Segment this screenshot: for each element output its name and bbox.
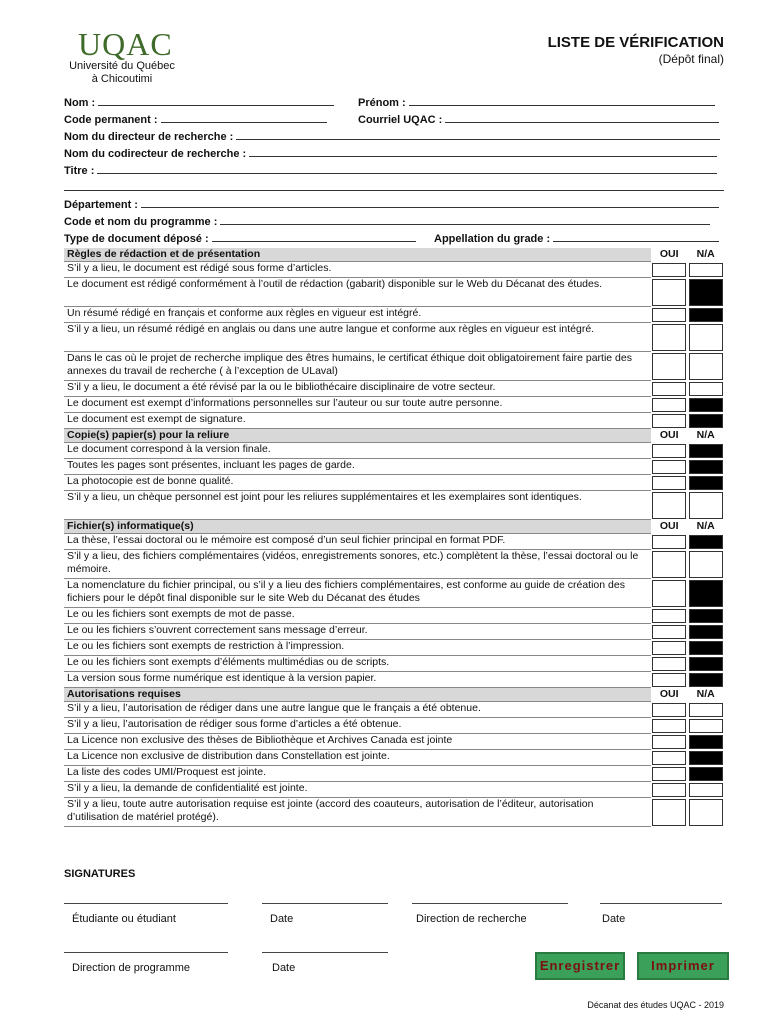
na-cell[interactable] [687, 608, 724, 624]
codirecteur-input-line[interactable] [249, 146, 717, 157]
date1-label: Date [270, 913, 294, 925]
oui-cell[interactable] [651, 491, 688, 520]
checklist-row [64, 475, 724, 491]
oui-checkbox[interactable] [652, 673, 686, 687]
titre-input-line[interactable] [97, 163, 717, 174]
na-cell[interactable] [687, 624, 724, 640]
signature-line-direction-recherche[interactable] [412, 903, 568, 904]
checklist-row [64, 352, 724, 381]
oui-checkbox[interactable] [652, 414, 686, 428]
nom-label: Nom : [64, 97, 96, 109]
checklist-row [64, 413, 724, 429]
checklist-item-text: Le document correspond à la version finale. [64, 443, 651, 459]
checklist-table [64, 248, 724, 827]
departement-field[interactable] [64, 197, 719, 211]
checklist-row [64, 491, 724, 520]
na-checkbox[interactable] [689, 783, 723, 797]
na-checkbox[interactable] [689, 799, 723, 826]
na-checkbox[interactable] [689, 324, 723, 351]
oui-checkbox[interactable] [652, 641, 686, 655]
oui-checkbox[interactable] [652, 398, 686, 412]
oui-checkbox[interactable] [652, 353, 686, 380]
oui-checkbox[interactable] [652, 657, 686, 671]
checklist-item-text: Le ou les fichiers sont exempts d’éléments multimédias ou de scripts. [64, 656, 651, 672]
checklist-row [64, 766, 724, 782]
oui-checkbox[interactable] [652, 492, 686, 519]
oui-cell[interactable] [651, 750, 688, 766]
section-title: Règles de rédaction et de présentation [64, 248, 651, 262]
na-checkbox [689, 735, 723, 749]
oui-checkbox[interactable] [652, 609, 686, 623]
na-cell[interactable] [687, 579, 724, 608]
na-cell[interactable] [687, 443, 724, 459]
oui-cell[interactable] [651, 718, 688, 734]
oui-cell[interactable] [651, 579, 688, 608]
programme-label: Code et nom du programme : [64, 216, 218, 228]
na-cell[interactable] [687, 278, 724, 307]
checklist-row [64, 443, 724, 459]
na-cell[interactable] [687, 702, 724, 718]
checklist-section-row [64, 688, 724, 702]
oui-header: OUI [659, 428, 679, 441]
na-cell[interactable] [687, 381, 724, 397]
na-cell[interactable] [687, 718, 724, 734]
checklist-row [64, 782, 724, 798]
oui-checkbox[interactable] [652, 279, 686, 306]
na-checkbox[interactable] [689, 353, 723, 380]
footer-text: Décanat des études UQAC - 2019 [587, 1000, 724, 1010]
na-header: N/A [696, 428, 715, 441]
oui-cell[interactable] [651, 381, 688, 397]
na-cell[interactable] [687, 534, 724, 550]
na-checkbox [689, 751, 723, 765]
na-checkbox [689, 476, 723, 490]
na-cell[interactable] [687, 550, 724, 579]
checklist-item-text: S’il y a lieu, l’autorisation de rédiger sous forme d’articles a été obtenue. [64, 718, 651, 734]
prenom-field[interactable] [358, 95, 715, 109]
type-doc-label: Type de document déposé : [64, 233, 209, 245]
page-title: LISTE DE VÉRIFICATION [547, 34, 724, 51]
directeur-input-line[interactable] [236, 129, 720, 140]
na-checkbox[interactable] [689, 551, 723, 578]
oui-cell[interactable] [651, 782, 688, 798]
programme-field[interactable] [64, 214, 710, 228]
oui-checkbox[interactable] [652, 308, 686, 322]
date3-label: Date [272, 962, 296, 974]
checklist-section-row [64, 248, 724, 262]
na-checkbox [689, 308, 723, 322]
na-cell[interactable] [687, 656, 724, 672]
checklist-item-text: La nomenclature du fichier principal, ou s’il y a lieu des fichiers complémentaires, est conforme au guide de création des fichiers pour le dépôt final disponible sur le site Web du Décanat des études [64, 579, 651, 608]
oui-cell[interactable] [651, 702, 688, 718]
na-checkbox[interactable] [689, 703, 723, 717]
oui-cell[interactable] [651, 656, 688, 672]
oui-cell[interactable] [651, 766, 688, 782]
checklist-item-text: Un résumé rédigé en français et conforme aux règles en vigueur est intégré. [64, 307, 651, 323]
oui-checkbox[interactable] [652, 382, 686, 396]
na-cell[interactable] [687, 459, 724, 475]
na-cell[interactable] [687, 798, 724, 827]
na-checkbox[interactable] [689, 719, 723, 733]
print-button[interactable]: Imprimer [637, 952, 729, 980]
na-cell[interactable] [687, 307, 724, 323]
checklist-item-text: Toutes les pages sont présentes, incluant les pages de garde. [64, 459, 651, 475]
university-name [62, 60, 182, 86]
na-cell[interactable] [687, 397, 724, 413]
oui-cell[interactable] [651, 352, 688, 381]
oui-cell[interactable] [651, 672, 688, 688]
checklist-row [64, 702, 724, 718]
checklist-item-text: La liste des codes UMI/Proquest est jointe. [64, 766, 651, 782]
checklist-item-text: Le ou les fichiers s’ouvrent correctement sans message d’erreur. [64, 624, 651, 640]
na-cell[interactable] [687, 672, 724, 688]
checklist-row [64, 624, 724, 640]
checklist-item-text: Dans le cas où le projet de recherche implique des êtres humains, le certificat éthique doit obligatoirement faire partie des annexes du travail de recherche ( à l’exception de ULaval) [64, 352, 651, 381]
section-title: Autorisations requises [64, 688, 651, 702]
na-checkbox[interactable] [689, 492, 723, 519]
checklist-item-text: La thèse, l’essai doctoral ou le mémoire est composé d’un seul fichier principal en format PDF. [64, 534, 651, 550]
type-doc-input-line[interactable] [212, 231, 416, 242]
oui-checkbox[interactable] [652, 703, 686, 717]
na-checkbox [689, 767, 723, 781]
titre-label: Titre : [64, 165, 95, 177]
oui-header: OUI [659, 519, 679, 532]
section-title: Copie(s) papier(s) pour la reliure [64, 429, 651, 443]
oui-header: OUI [659, 248, 679, 260]
na-cell[interactable] [687, 352, 724, 381]
type-doc-field[interactable] [64, 231, 416, 245]
checklist-item-text: S’il y a lieu, un chèque personnel est joint pour les reliures supplémentaires et les exemplaires sont identiques. [64, 491, 651, 520]
checklist-row [64, 734, 724, 750]
checklist-row [64, 323, 724, 352]
directeur-field[interactable] [64, 129, 720, 143]
na-checkbox [689, 279, 723, 306]
page-subtitle: (Dépôt final) [658, 52, 724, 66]
checklist-section-row [64, 429, 724, 443]
checklist-row [64, 278, 724, 307]
na-checkbox[interactable] [689, 263, 723, 277]
checklist-row [64, 381, 724, 397]
oui-checkbox[interactable] [652, 324, 686, 351]
prenom-input-line[interactable] [409, 95, 715, 106]
na-header: N/A [696, 687, 715, 700]
oui-checkbox[interactable] [652, 625, 686, 639]
directeur-label: Nom du directeur de recherche : [64, 131, 234, 143]
oui-cell[interactable] [651, 278, 688, 307]
na-checkbox [689, 673, 723, 687]
checklist-item-text: La Licence non exclusive des thèses de Bibliothèque et Archives Canada est jointe [64, 734, 651, 750]
na-cell[interactable] [687, 750, 724, 766]
departement-label: Département : [64, 199, 138, 211]
na-checkbox [689, 444, 723, 458]
oui-checkbox[interactable] [652, 460, 686, 474]
checklist-item-text: S’il y a lieu, le document est rédigé sous forme d’articles. [64, 262, 651, 278]
prenom-label: Prénom : [358, 97, 406, 109]
checklist-item-text: Le document est exempt d’informations personnelles sur l’auteur ou sur toute autre personne. [64, 397, 651, 413]
na-header: N/A [696, 248, 715, 260]
checklist-item-text: Le ou les fichiers sont exempts de mot de passe. [64, 608, 651, 624]
courriel-field[interactable] [358, 112, 719, 126]
checklist-row [64, 672, 724, 688]
oui-checkbox[interactable] [652, 535, 686, 549]
na-cell[interactable] [687, 491, 724, 520]
na-cell[interactable] [687, 413, 724, 429]
checklist-row [64, 550, 724, 579]
checklist-row [64, 579, 724, 608]
checklist-row [64, 397, 724, 413]
signatures-title: SIGNATURES [64, 868, 136, 880]
na-cell[interactable] [687, 475, 724, 491]
courriel-input-line[interactable] [445, 112, 719, 123]
oui-checkbox[interactable] [652, 444, 686, 458]
checklist-item-text: La version sous forme numérique est identique à la version papier. [64, 672, 651, 688]
university-line-1: Université du Québec [69, 60, 175, 72]
checklist-row [64, 307, 724, 323]
checklist-item-text: S’il y a lieu, des fichiers complémentaires (vidéos, enregistrements sonores, etc.) complètent la thèse, l’essai doctoral ou le mémoire. [64, 550, 651, 579]
na-checkbox [689, 657, 723, 671]
na-cell[interactable] [687, 262, 724, 278]
direction-programme-label: Direction de programme [72, 962, 190, 974]
checklist-row [64, 534, 724, 550]
checklist-item-text: La Licence non exclusive de distribution dans Constellation est jointe. [64, 750, 651, 766]
university-line-2: à Chicoutimi [91, 73, 153, 85]
code-permanent-label: Code permanent : [64, 114, 158, 126]
programme-input-line[interactable] [220, 214, 710, 225]
signature-line-date1[interactable] [262, 903, 388, 904]
checklist-item-text: Le document est rédigé conformément à l’outil de rédaction (gabarit) disponible sur le Web du Décanat des études. [64, 278, 651, 307]
signature-line-direction-programme[interactable] [64, 952, 228, 953]
oui-checkbox[interactable] [652, 580, 686, 607]
checklist-item-text: La photocopie est de bonne qualité. [64, 475, 651, 491]
signature-line-etudiant[interactable] [64, 903, 228, 904]
departement-input-line[interactable] [141, 197, 719, 208]
checklist-item-text: S’il y a lieu, la demande de confidentialité est jointe. [64, 782, 651, 798]
codirecteur-field[interactable] [64, 146, 717, 160]
checklist-row [64, 656, 724, 672]
oui-checkbox[interactable] [652, 767, 686, 781]
checklist-item-text: S’il y a lieu, un résumé rédigé en anglais ou dans une autre langue et conforme aux règles en vigueur est intégré. [64, 323, 651, 352]
oui-header: OUI [659, 687, 679, 700]
checklist-row [64, 640, 724, 656]
oui-checkbox[interactable] [652, 783, 686, 797]
save-button[interactable]: Enregistrer [535, 952, 625, 980]
na-checkbox [689, 580, 723, 607]
oui-cell[interactable] [651, 307, 688, 323]
na-header: N/A [696, 519, 715, 532]
na-checkbox [689, 535, 723, 549]
appellation-label: Appellation du grade : [434, 233, 551, 245]
date2-label: Date [602, 913, 626, 925]
titre-field[interactable] [64, 163, 717, 177]
oui-cell[interactable] [651, 534, 688, 550]
checklist-item-text: S’il y a lieu, le document a été révisé par la ou le bibliothécaire disciplinaire de votre secteur. [64, 381, 651, 397]
oui-cell[interactable] [651, 459, 688, 475]
direction-recherche-label: Direction de recherche [416, 913, 527, 925]
na-checkbox[interactable] [689, 382, 723, 396]
oui-checkbox[interactable] [652, 751, 686, 765]
section-title: Fichier(s) informatique(s) [64, 520, 651, 534]
appellation-input-line[interactable] [553, 231, 719, 242]
oui-checkbox[interactable] [652, 263, 686, 277]
signature-line-date3[interactable] [262, 952, 388, 953]
checklist-section-row [64, 520, 724, 534]
codirecteur-label: Nom du codirecteur de recherche : [64, 148, 247, 160]
oui-checkbox[interactable] [652, 799, 686, 826]
na-checkbox [689, 609, 723, 623]
code-permanent-field[interactable] [64, 112, 327, 126]
checklist-row [64, 798, 724, 827]
na-checkbox [689, 460, 723, 474]
checklist-row [64, 608, 724, 624]
oui-cell[interactable] [651, 608, 688, 624]
oui-cell[interactable] [651, 624, 688, 640]
na-cell[interactable] [687, 766, 724, 782]
etudiant-label: Étudiante ou étudiant [72, 913, 176, 925]
na-checkbox [689, 414, 723, 428]
checklist-row [64, 459, 724, 475]
oui-cell[interactable] [651, 413, 688, 429]
oui-cell[interactable] [651, 550, 688, 579]
na-cell[interactable] [687, 782, 724, 798]
oui-cell[interactable] [651, 323, 688, 352]
titre-second-line[interactable] [64, 190, 724, 191]
courriel-label: Courriel UQAC : [358, 114, 443, 126]
nom-field[interactable] [64, 95, 334, 109]
checklist-item-text: S’il y a lieu, toute autre autorisation requise est jointe (accord des coauteurs, autorisation de l’éditeur, autorisation d’utilisation de matériel protégé). [64, 798, 651, 827]
oui-cell[interactable] [651, 798, 688, 827]
na-cell[interactable] [687, 640, 724, 656]
na-checkbox [689, 625, 723, 639]
oui-cell[interactable] [651, 397, 688, 413]
oui-cell[interactable] [651, 443, 688, 459]
oui-cell[interactable] [651, 640, 688, 656]
oui-cell[interactable] [651, 475, 688, 491]
oui-cell[interactable] [651, 734, 688, 750]
na-checkbox [689, 641, 723, 655]
checklist-row [64, 718, 724, 734]
na-checkbox [689, 398, 723, 412]
na-cell[interactable] [687, 323, 724, 352]
checklist-row [64, 262, 724, 278]
signature-line-date2[interactable] [600, 903, 722, 904]
oui-checkbox[interactable] [652, 551, 686, 578]
checklist-row [64, 750, 724, 766]
oui-checkbox[interactable] [652, 735, 686, 749]
checklist-item-text: Le ou les fichiers sont exempts de restriction à l’impression. [64, 640, 651, 656]
checklist-item-text: Le document est exempt de signature. [64, 413, 651, 429]
appellation-field[interactable] [434, 231, 719, 245]
na-cell[interactable] [687, 734, 724, 750]
code-permanent-input-line[interactable] [161, 112, 327, 123]
uqac-logo: UQAC [78, 26, 173, 62]
oui-checkbox[interactable] [652, 476, 686, 490]
oui-checkbox[interactable] [652, 719, 686, 733]
nom-input-line[interactable] [98, 95, 334, 106]
oui-cell[interactable] [651, 262, 688, 278]
checklist-item-text: S’il y a lieu, l’autorisation de rédiger dans une autre langue que le français a été obtenue. [64, 702, 651, 718]
